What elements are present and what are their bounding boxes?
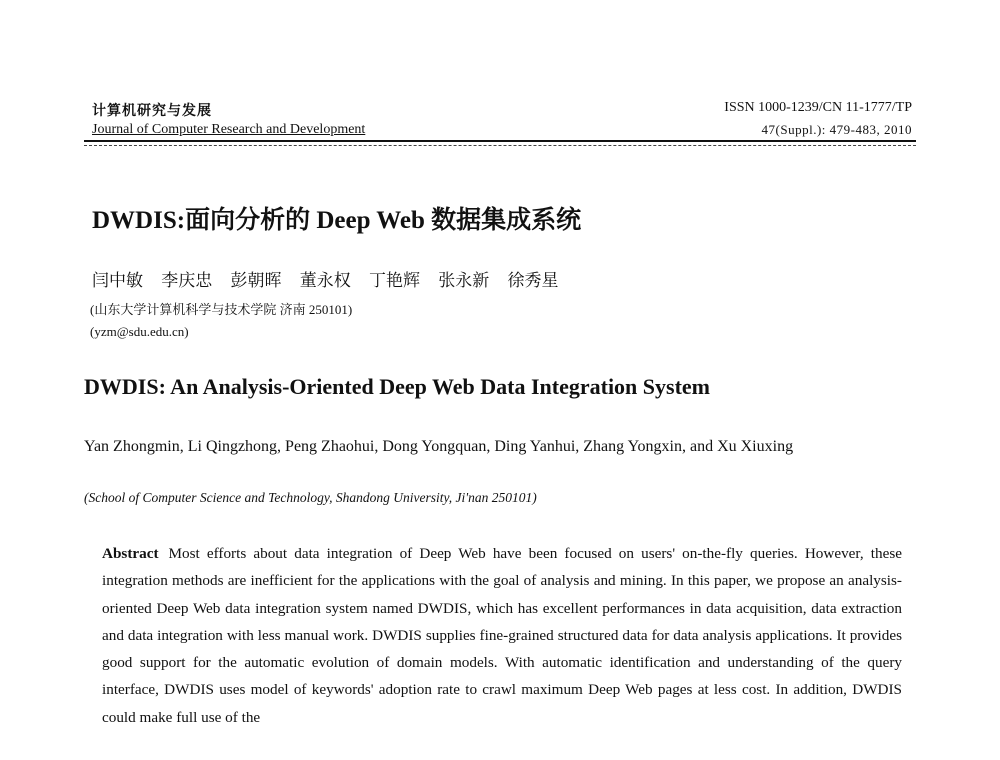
header-rule-dashed <box>84 145 916 146</box>
volume-pages: 47(Suppl.): 479-483, 2010 <box>761 122 912 137</box>
affiliation-en: (School of Computer Science and Technology, Shandong University, Ji'nan 250101) <box>84 490 537 505</box>
issn: ISSN 1000-1239/CN 11-1777/TP <box>724 100 912 115</box>
author-cn: 徐秀星 <box>507 271 559 291</box>
author-cn: 李庆忠 <box>161 271 213 291</box>
author-cn: 彭朝晖 <box>230 271 282 291</box>
author-cn: 闫中敏 <box>92 271 143 291</box>
author-cn: 张永新 <box>438 271 490 291</box>
affiliation-cn: (山东大学计算机科学与技术学院 济南 250101) <box>90 302 353 317</box>
authors-cn <box>92 266 573 291</box>
journal-name-cn: 计算机研究与发展 <box>92 104 212 119</box>
header-rule <box>84 140 916 142</box>
authors-en: Yan Zhongmin, Li Qingzhong, Peng Zhaohui, Dong Yongquan, Ding Yanhui, Zhang Yongxin, and Xu Xiuxing <box>84 438 794 455</box>
title-cn: DWDIS:面向分析的 Deep Web 数据集成系统 <box>92 207 582 234</box>
abstract <box>102 540 902 731</box>
author-cn: 董永权 <box>299 271 351 291</box>
abstract-label: Abstract <box>102 545 159 562</box>
abstract-text: Most efforts about data integration of Deep Web have been focused on users' on-the-fly queries. However, these integration methods are inefficient for the applications with the goal of analysis and mining. In this paper, we propose an analysis-oriented Deep Web data integration system named DWDIS, which has excellent performances in data acquisition, data extraction and data integration with less manual work. DWDIS supplies fine-grained structured data for data analysis applications. It provides good support for the automatic evolution of domain models. With automatic identification and understanding of the query interface, DWDIS uses model of keywords' adoption rate to crawl maximum Deep Web pages at less cost. In addition, DWDIS could make full use of the <box>102 545 902 726</box>
author-cn: 丁艳辉 <box>369 271 420 291</box>
email: (yzm@sdu.edu.cn) <box>90 324 189 339</box>
journal-name-en: Journal of Computer Research and Development <box>92 122 366 137</box>
title-en: DWDIS: An Analysis-Oriented Deep Web Data Integration System <box>84 374 711 399</box>
